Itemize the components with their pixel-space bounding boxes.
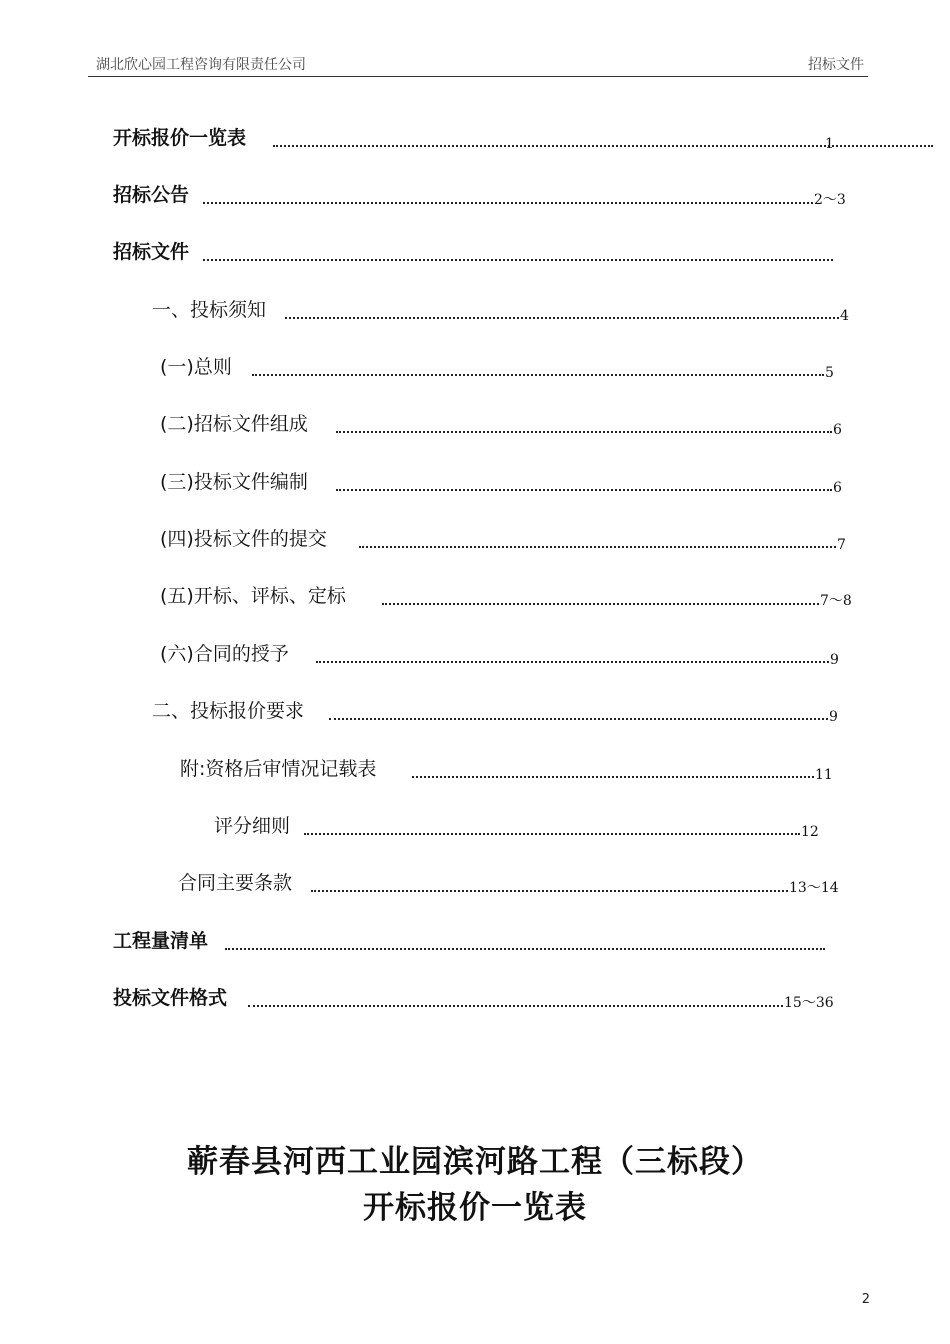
toc-entry-title: 合同主要条款 (178, 872, 293, 894)
toc-entry-title: 二、投标报价要求 (152, 700, 305, 722)
toc-dot-leader (316, 661, 829, 663)
toc-page-number: 13～14 (789, 880, 839, 896)
toc-page-number: 5 (825, 365, 834, 381)
toc-dot-leader (311, 890, 788, 892)
toc-entry-bid-document-format[interactable] (113, 984, 873, 1014)
toc-entry-main-contract-terms[interactable] (178, 869, 878, 899)
toc-entry-bidder-instructions[interactable] (152, 296, 872, 326)
toc-entry-title: (四)投标文件的提交 (160, 528, 327, 550)
toc-entry-bid-preparation[interactable] (160, 468, 860, 498)
toc-page-number: 9 (829, 709, 838, 725)
toc-dot-leader (248, 1005, 783, 1007)
toc-dot-leader (359, 546, 836, 548)
toc-entry-title: (六)合同的授予 (160, 643, 289, 665)
toc-dot-leader (252, 374, 824, 376)
toc-entry-title: 一、投标须知 (152, 299, 267, 321)
toc-entry-qualification-record[interactable] (180, 755, 870, 785)
toc-entry-tender-documents[interactable] (113, 238, 853, 268)
toc-entry-bill-of-quantities[interactable] (113, 927, 853, 957)
toc-page-number: 6 (833, 422, 842, 438)
toc-page-number: 2～3 (814, 192, 846, 208)
toc-dot-leader (336, 431, 832, 433)
toc-dot-leader (273, 145, 933, 147)
toc-entry-title: 招标文件 (113, 241, 190, 263)
project-title: 蕲春县河西工业园滨河路工程（三标段） (187, 1144, 763, 1180)
toc-entry-contract-award[interactable] (160, 640, 860, 670)
toc-entry-tender-notice[interactable] (113, 181, 873, 211)
toc-page-number: 4 (840, 308, 849, 324)
toc-entry-scoring-details[interactable] (214, 812, 854, 842)
toc-page-number: 12 (801, 824, 819, 840)
toc-entry-general-provisions[interactable] (160, 353, 860, 383)
toc-dot-leader (203, 259, 833, 261)
toc-entry-bid-summary[interactable] (113, 124, 853, 154)
toc-entry-title: (一)总则 (160, 356, 232, 378)
toc-dot-leader (382, 603, 819, 605)
section-title: 开标报价一览表 (363, 1190, 587, 1226)
document-type: 招标文件 (808, 57, 864, 73)
toc-page-number: 6 (833, 480, 842, 496)
toc-entry-title: 附:资格后审情况记载表 (180, 758, 377, 780)
toc-entry-bid-price-requirements[interactable] (152, 697, 862, 727)
toc-dot-leader (329, 718, 828, 720)
toc-page-number: 15～36 (784, 995, 834, 1011)
toc-entry-title: 评分细则 (214, 815, 291, 837)
toc-page-number: 9 (830, 652, 839, 668)
toc-entry-title: 招标公告 (113, 184, 190, 206)
toc-entry-document-composition[interactable] (160, 410, 860, 440)
toc-entry-title: (三)投标文件编制 (160, 471, 308, 493)
toc-page-number: 1 (825, 136, 834, 152)
toc-page-number: 7 (837, 537, 846, 553)
toc-entry-bid-submission[interactable] (160, 525, 860, 555)
toc-dot-leader (304, 833, 800, 835)
company-name: 湖北欣心园工程咨询有限责任公司 (96, 57, 306, 73)
toc-dot-leader (285, 317, 839, 319)
toc-entry-title: (五)开标、评标、定标 (160, 585, 346, 607)
toc-entry-title: 投标文件格式 (113, 987, 228, 1009)
toc-page-number: 7～8 (820, 593, 852, 609)
toc-entry-title: 工程量清单 (113, 930, 209, 952)
page-number: 2 (861, 1292, 870, 1307)
toc-entry-opening-evaluation-award[interactable] (160, 582, 880, 612)
toc-dot-leader (225, 948, 825, 950)
toc-dot-leader (336, 489, 832, 491)
toc-entry-title: (二)招标文件组成 (160, 413, 308, 435)
toc-page-number: 11 (815, 767, 833, 783)
toc-dot-leader (203, 202, 813, 204)
toc-dot-leader (412, 776, 814, 778)
toc-entry-title: 开标报价一览表 (113, 127, 247, 149)
